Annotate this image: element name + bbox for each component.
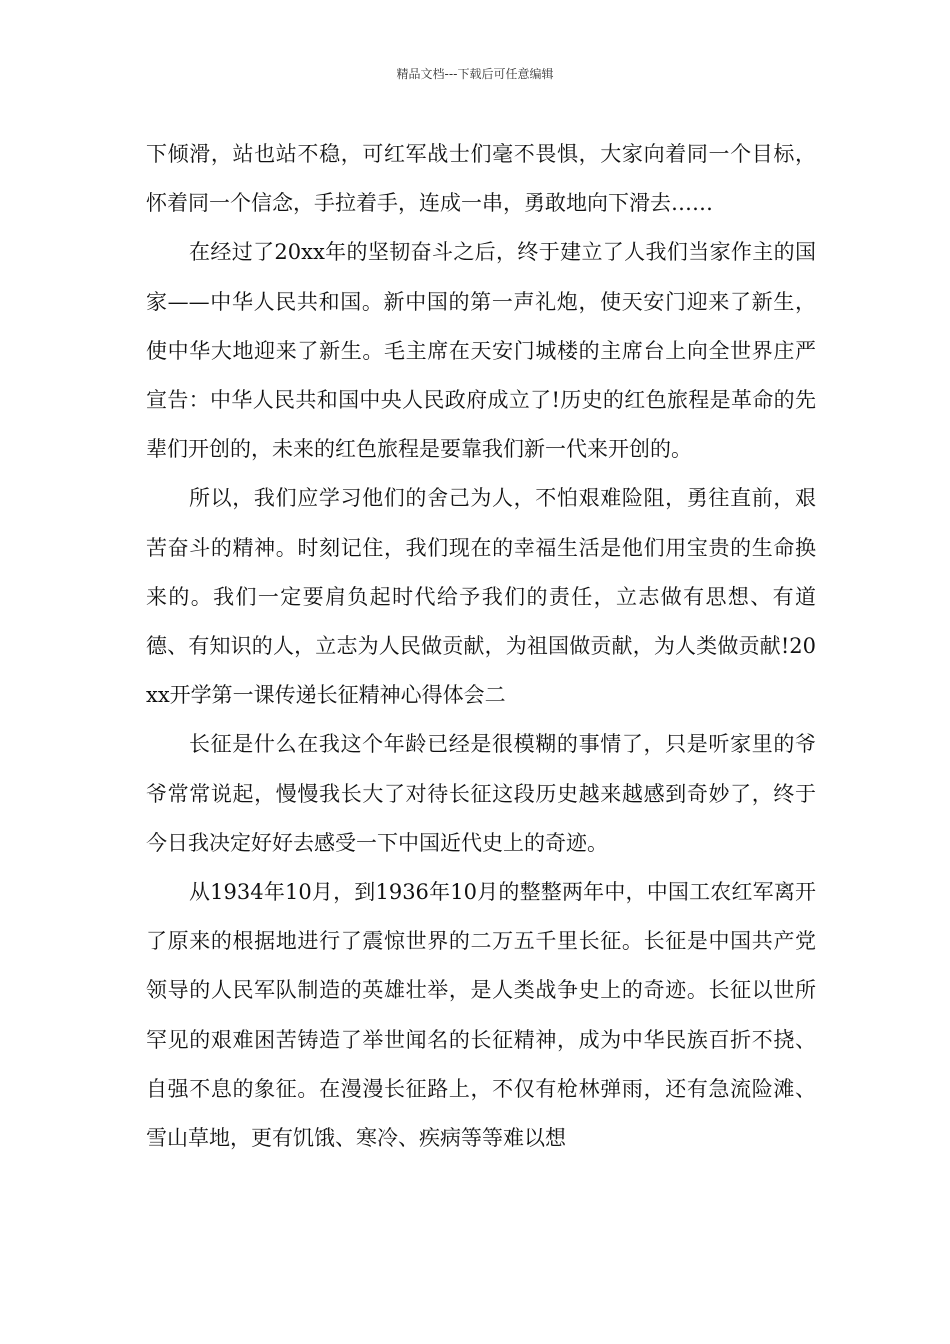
paragraph-3: 所以，我们应学习他们的舍己为人，不怕艰难险阻，勇往直前，艰苦奋斗的精神。时刻记住，我们现在的幸福生活是他们用宝贵的生命换来的。我们一定要肩负起时代给予我们的责任，立志做有思想、有道德、有知识的人，立志为人民做贡献，为祖国做贡献，为人类做贡献!20xx开学第一课传递长征精神心得体会二	[146, 486, 816, 708]
paragraph-4: 长征是什么在我这个年龄已经是很模糊的事情了，只是听家里的爷爷常常说起，慢慢我长大了对待长征这段历史越来越感到奇妙了，终于今日我决定好好去感受一下中国近代史上的奇迹。	[146, 732, 816, 855]
paragraph-1: 下倾滑，站也站不稳，可红军战士们毫不畏惧，大家向着同一个目标，怀着同一个信念，手拉着手，连成一串，勇敢地向下滑去……	[146, 142, 816, 216]
paragraph-5: 从1934年10月，到1936年10月的整整两年中，中国工农红军离开了原来的根据地进行了震惊世界的二万五千里长征。长征是中国共产党领导的人民军队制造的英雄壮举，是人类战争史上的奇迹。长征以世所罕见的艰难困苦铸造了举世闻名的长征精神，成为中华民族百折不挠、自强不息的象征。在漫漫长征路上，不仅有枪林弹雨，还有急流险滩、雪山草地，更有饥饿、寒冷、疾病等等难以想	[146, 880, 816, 1151]
document-body	[146, 130, 816, 1163]
paragraph-2: 在经过了20xx年的坚韧奋斗之后，终于建立了人我们当家作主的国家——中华人民共和国。新中国的第一声礼炮，使天安门迎来了新生，使中华大地迎来了新生。毛主席在天安门城楼的主席台上向全世界庄严宣告：中华人民共和国中央人民政府成立了!历史的红色旅程是革命的先辈们开创的，未来的红色旅程是要靠我们新一代来开创的。	[146, 240, 816, 462]
page-header: 精品文档---下载后可任意编辑	[396, 67, 554, 81]
